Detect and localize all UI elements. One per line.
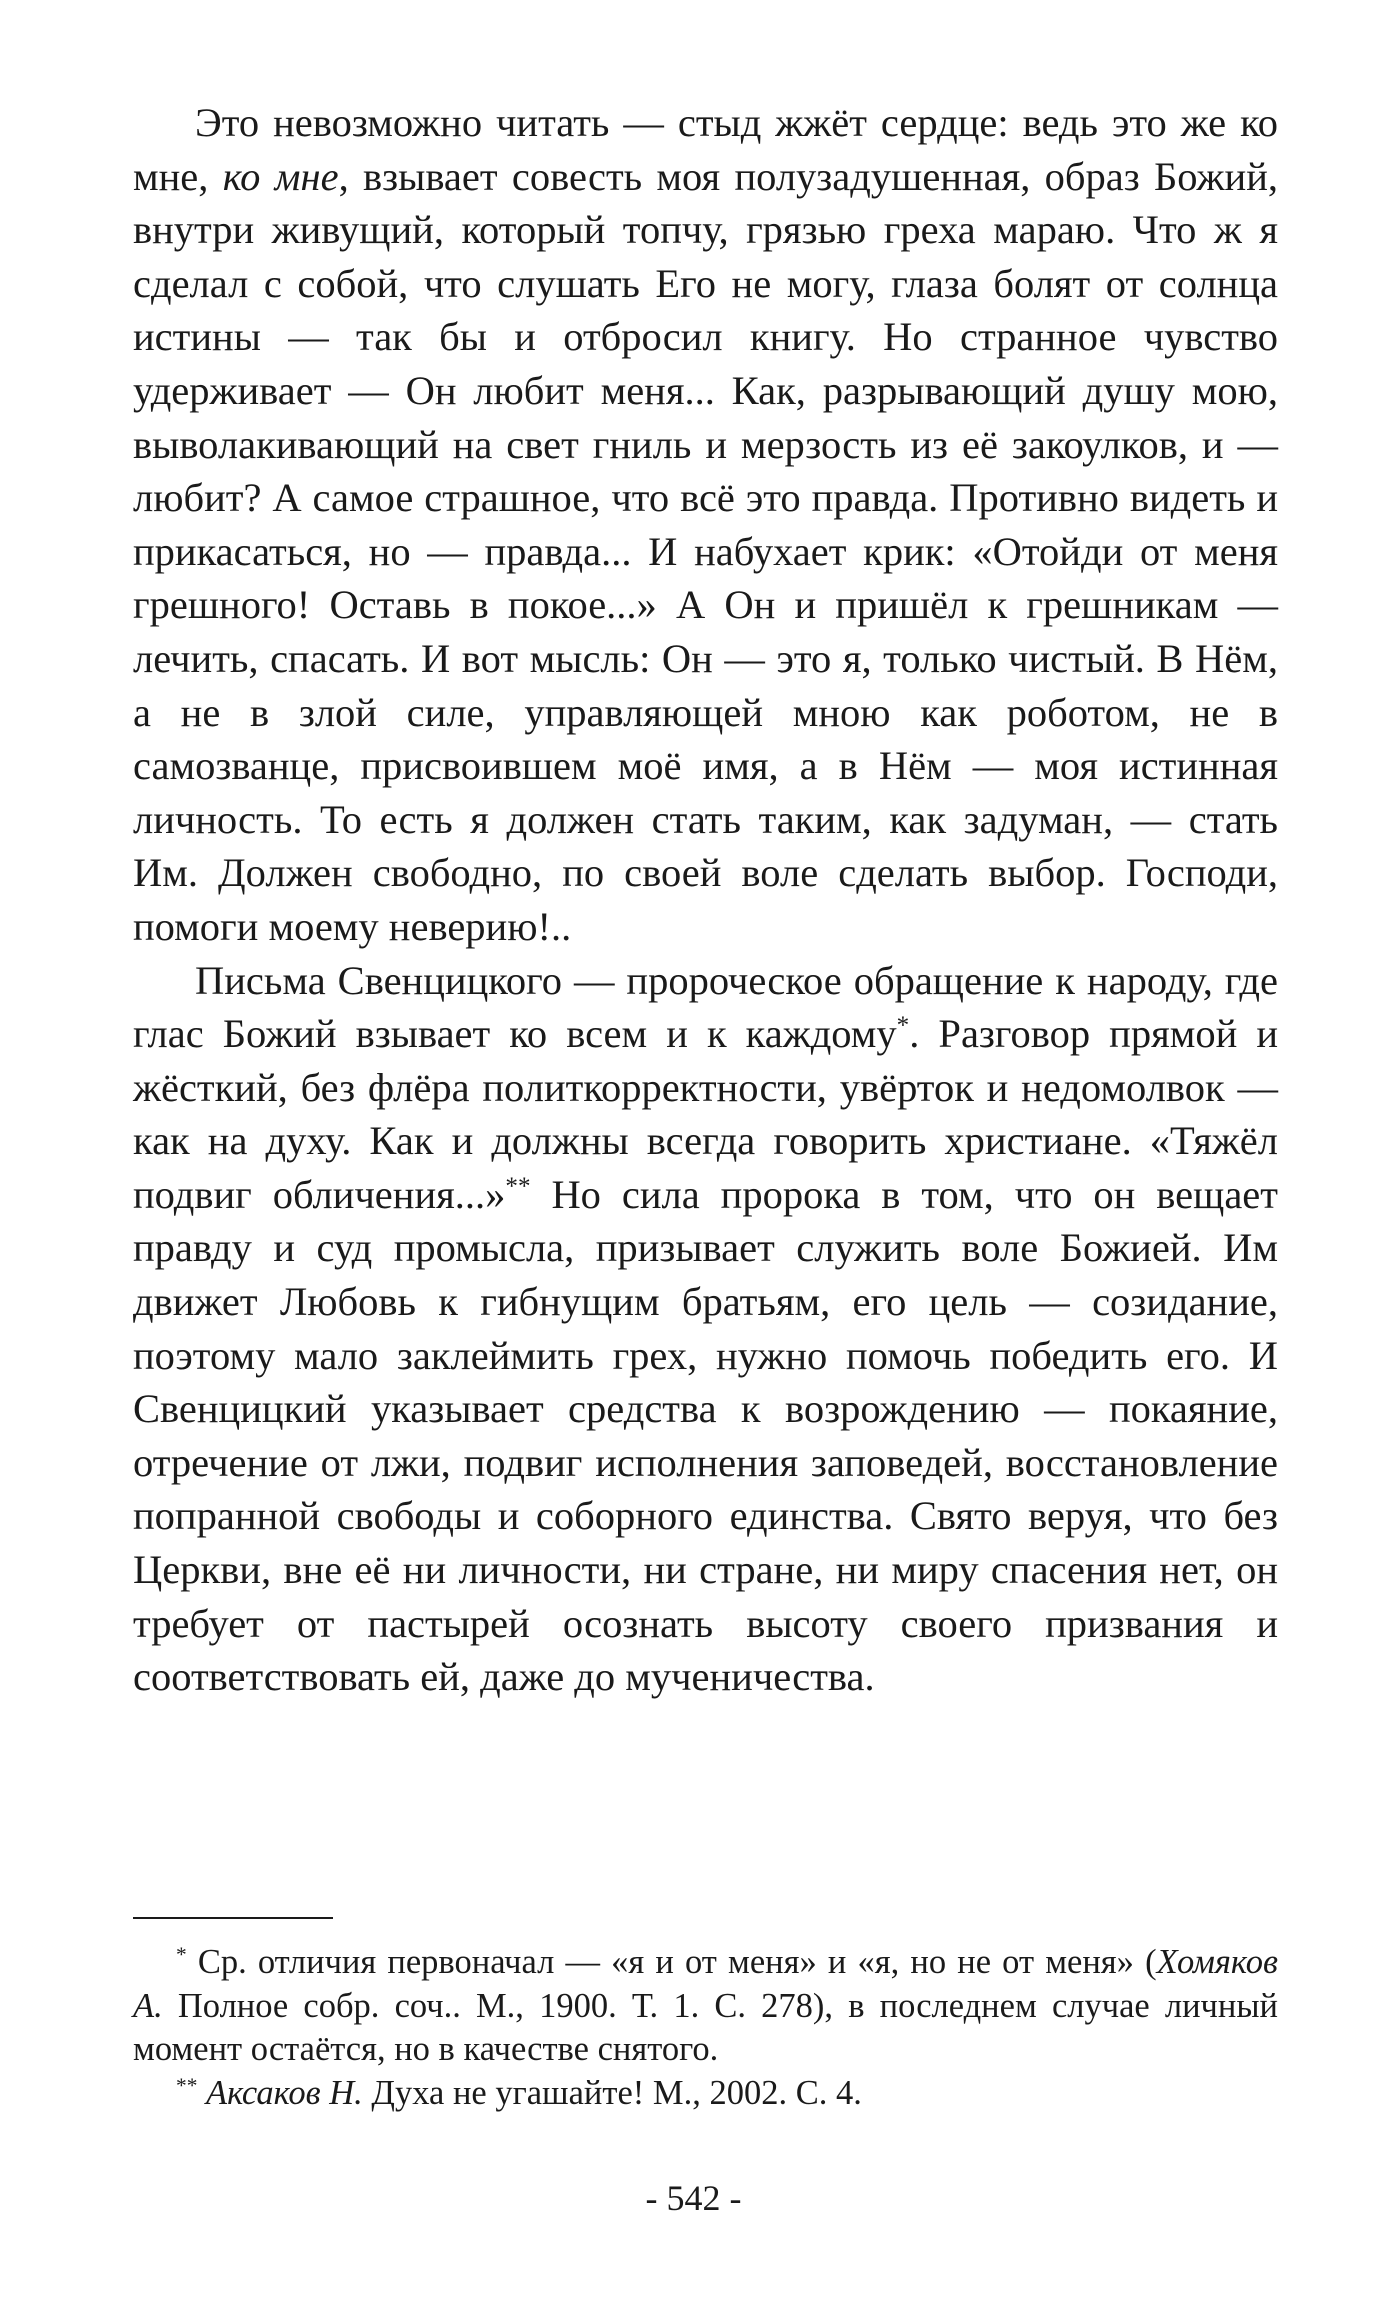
footnote-divider	[133, 1917, 333, 1919]
footnote-1-text-a: Ср. отличия первоначал — «я и от меня» и «я, но не от меня» (	[186, 1943, 1157, 1981]
paragraph-1-text-c: , взывает совесть моя полузадушенная, образ Божий, внутри живущий, который топчу, грязью греха мараю. Что ж я сделал с собой, что слушать Его не могу, глаза болят от солнца истины — так бы и отбросил книгу. Но странное чувство удерживает — Он любит меня... Как, разрывающий душу мою, выволакивающий на свет гниль и мерзость из её закоулков, и — любит? А самое страшное, что всё это правда. Противно видеть и прикасаться, но — правда... И набухает крик: «Отойди от меня грешного! Оставь в покое...» А Он и пришёл к грешникам — лечить, спасать. И вот мысль: Он — это я, только чистый. В Нём, а не в злой силе, управляющей мною как роботом, не в самозванце, присвоившем моё имя, а в Нём — моя истинная личность. То есть я должен стать таким, как задуман, — стать Им. Должен свободно, по своей воле сделать выбор. Господи, помоги моему неверию!..	[133, 153, 1278, 949]
footnote-2-author: Аксаков Н.	[206, 2073, 363, 2112]
paragraph-2	[133, 954, 1278, 1704]
footnote-2-mark: **	[176, 2072, 198, 2097]
paragraph-2-text-c: Но сила пророка в том, что он вещает правду и суд промысла, призывает служить воле Божией. Им движет Любовь к гибнущим братьям, его цель — созидание, поэтому мало заклеймить грех, нужно помочь победить его. И Свенцицкий указывает средства к возрождению — покаяние, отречение от лжи, подвиг исполнения заповедей, восстановление попранной свободы и соборного единства. Свято веруя, что без Церкви, вне её ни личности, ни стране, ни миру спасения нет, он требует от пастырей осознать высоту своего призвания и соответствовать ей, даже до мученичества.	[133, 1171, 1278, 1700]
footnotes	[133, 1941, 1278, 2115]
footnote-1-author: Хомяков А.	[133, 1943, 1278, 2025]
paragraph-2-text-b: . Разговор прямой и жёсткий, без флёра политкорректности, увёрток и недомолвок — как на духу. Как и должны всегда говорить христиане. «Тяжёл подвиг обличения...»	[133, 1011, 1278, 1217]
footnote-1	[133, 1941, 1278, 2072]
paragraph-1-emphasis: ко мне	[222, 153, 339, 199]
page-number: - 542 -	[645, 2178, 742, 2218]
paragraph-1	[133, 96, 1278, 954]
footnote-1-mark: *	[176, 1942, 187, 1967]
footnote-2	[133, 2072, 1278, 2116]
footnote-2-text-b: Духа не угашайте! М., 2002. С. 4.	[362, 2073, 862, 2112]
footnote-ref-1[interactable]: *	[896, 1012, 910, 1040]
footnote-1-text-b: Полное собр. соч.. М., 1900. Т. 1. С. 278), в последнем случае личный момент остаётся, но в качестве снятого.	[133, 1986, 1278, 2068]
footnote-ref-2[interactable]: **	[505, 1173, 531, 1201]
main-text	[133, 96, 1278, 1704]
paragraph-2-text-a: Письма Свенцицкого — пророческое обращение к народу, где глас Божий взывает ко всем и к каждому	[133, 957, 1278, 1057]
page-body	[133, 96, 1278, 1704]
paragraph-1-text-a: Это невозможно читать — стыд жжёт сердце: ведь это же ко мне,	[133, 100, 1278, 199]
